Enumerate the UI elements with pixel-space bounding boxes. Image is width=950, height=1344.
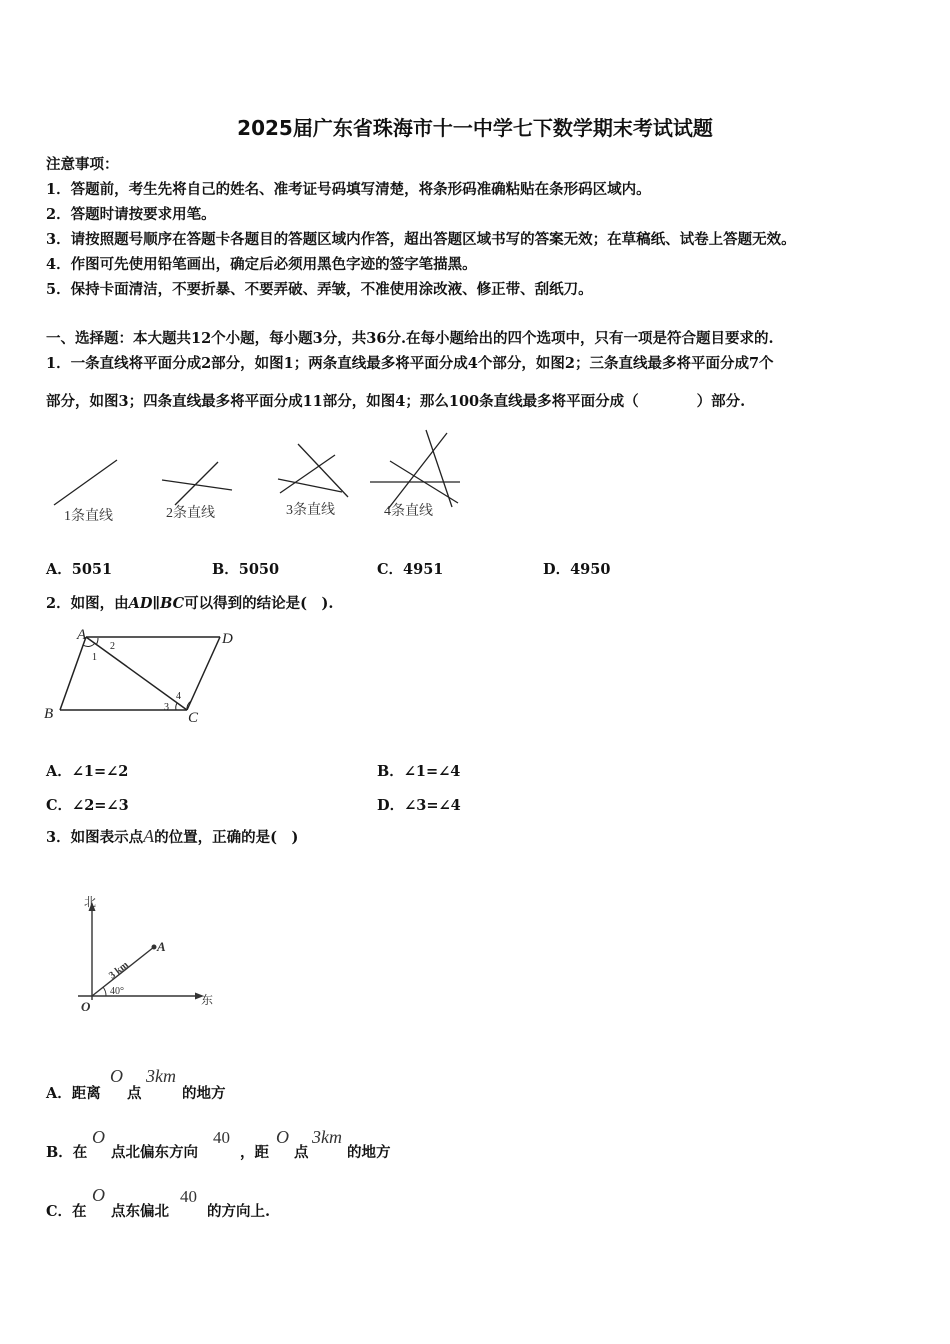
q2-label-A: A xyxy=(77,627,87,643)
q1-text-line1: 1．一条直线将平面分成2部分，如图1；两条直线最多将平面分成4个部分，如图2；三条直线最多将平面分成7个 xyxy=(46,355,774,372)
q3-option-b-O2: O xyxy=(276,1127,289,1147)
q3-option-a-text2: 点 xyxy=(127,1085,142,1102)
q3-option-a-O: O xyxy=(110,1066,123,1086)
q2-prefix: 2．如图，由 xyxy=(46,595,129,612)
notice-item-1: 1．答题前，考生先将自己的姓名、准考证号码填写清楚，将条形码准确粘贴在条形码区域内。 xyxy=(46,181,651,198)
q3-distance-label: 3 km xyxy=(107,959,131,982)
q2-option-b[interactable]: B．∠1=∠4 xyxy=(377,763,461,780)
q3-option-a-text1[interactable]: A．距离 xyxy=(46,1085,101,1102)
notice-item-3: 3．请按照题号顺序在答题卡各题目的答题区域内作答，超出答题区域书写的答案无效；在草稿纸、试卷上答题无效。 xyxy=(46,231,796,248)
q1-option-d[interactable]: D．4950 xyxy=(543,561,611,578)
q2-angle-4: 4 xyxy=(176,691,181,702)
q3-option-c-deg: 40 xyxy=(180,1187,197,1206)
q3-option-b-text1[interactable]: B．在 xyxy=(46,1144,88,1161)
q3-option-b-km: 3km xyxy=(312,1127,342,1147)
q2-label-C: C xyxy=(188,710,199,726)
q3-option-b-deg: 40 xyxy=(213,1128,230,1147)
q3-option-a-text3: 的地方 xyxy=(182,1085,226,1102)
q3-north-label: 北 xyxy=(84,895,97,909)
q3-option-c-text1[interactable]: C．在 xyxy=(46,1203,87,1220)
q1-option-b[interactable]: B．5050 xyxy=(212,561,280,578)
q3-option-c-text3: 的方向上. xyxy=(207,1203,271,1220)
q2-option-a[interactable]: A．∠1=∠2 xyxy=(46,763,129,780)
q3-angle-label: 40° xyxy=(110,986,124,997)
q2-label-B: B xyxy=(44,706,54,722)
q3-option-c-text2: 点东偏北 xyxy=(111,1203,169,1220)
q2-condition: AD∥BC xyxy=(128,595,185,612)
q3-option-a-km: 3km xyxy=(146,1066,176,1086)
q2-angle-1: 1 xyxy=(92,652,97,663)
q3-option-c-O: O xyxy=(92,1185,105,1205)
q3-figure-compass xyxy=(70,890,220,1020)
notice-item-5: 5．保持卡面清洁，不要折暴、不要弄破、弄皱，不准使用涂改液、修正带、刮纸刀。 xyxy=(46,281,593,298)
section-heading: 一、选择题：本大题共12个小题，每小题3分，共36分.在每小题给出的四个选项中，只有一项是符合题目要求的. xyxy=(46,330,774,347)
q3-option-b-text3: ，距 xyxy=(240,1144,269,1161)
q3-point: A xyxy=(143,826,155,846)
notice-item-4: 4．作图可先使用铅笔画出，确定后必须用黑色字迹的签字笔描黑。 xyxy=(46,256,477,273)
q3-option-b-O: O xyxy=(92,1127,105,1147)
q2-angle-3: 3 xyxy=(164,702,169,713)
q1-fig3-label: 3条直线 xyxy=(286,503,335,518)
q3-origin-label: O xyxy=(81,999,91,1014)
q3-text xyxy=(46,826,298,847)
q1-text-line2: 部分，如图3；四条直线最多将平面分成11部分，如图4；那么100条直线最多将平面分成（ ）部分. xyxy=(46,393,746,410)
q3-option-b-text5: 的地方 xyxy=(347,1144,391,1161)
notice-heading: 注意事项： xyxy=(46,156,119,173)
notice-item-2: 2．答题时请按要求用笔。 xyxy=(46,206,216,223)
q2-suffix: 可以得到的结论是( ). xyxy=(184,595,334,612)
q3-option-b-text2: 点北偏东方向 xyxy=(111,1144,198,1161)
q1-option-c[interactable]: C．4951 xyxy=(377,561,444,578)
q2-option-c[interactable]: C．∠2=∠3 xyxy=(46,797,129,814)
q3-option-b-text4: 点 xyxy=(294,1144,309,1161)
q1-fig2-label: 2条直线 xyxy=(166,506,215,521)
q1-figure-lines xyxy=(40,425,480,535)
page-title: 2025届广东省珠海市十一中学七下数学期末考试试题 xyxy=(237,116,713,140)
q3-suffix: 的位置，正确的是( ) xyxy=(154,829,299,846)
q2-angle-2: 2 xyxy=(110,641,115,652)
q2-label-D: D xyxy=(222,631,233,647)
q3-east-label: 东 xyxy=(201,993,214,1007)
q3-prefix: 3．如图表示点 xyxy=(46,829,144,846)
q2-figure-parallelogram xyxy=(40,622,250,732)
q1-option-a[interactable]: A．5051 xyxy=(46,561,113,578)
q2-option-d[interactable]: D．∠3=∠4 xyxy=(377,797,461,814)
q1-fig4-label: 4条直线 xyxy=(384,504,433,519)
q3-point-label: A xyxy=(157,939,166,954)
q1-fig1-label: 1条直线 xyxy=(64,509,113,524)
q2-text xyxy=(46,592,333,613)
